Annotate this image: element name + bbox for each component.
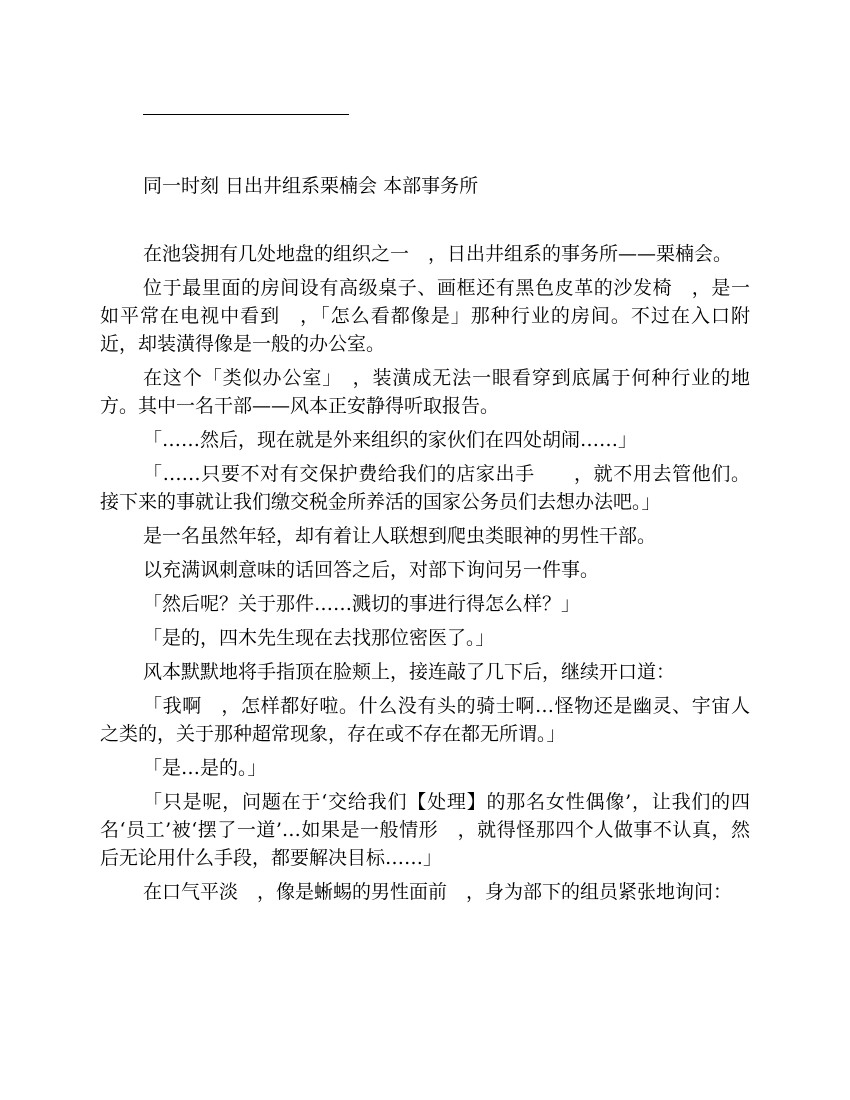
paragraph: 在池袋拥有几处地盘的组织之一 ，日出井组系的事务所——栗楠会。	[143, 243, 733, 265]
paragraph: 以充满讽刺意味的话回答之后，对部下询问另一件事。	[143, 559, 600, 581]
paragraph: 「是的，四木先生现在去找那位密医了。」	[143, 627, 495, 649]
paragraph: 位于最里面的房间设有高级桌子、画框还有黑色皮革的沙发椅 ，是一如平常在电视中看到 ，「怎么看都像是」那种行业的房间。不过在入口附近，却装潢得像是一般的办公室。	[100, 277, 750, 355]
separator-rule	[143, 114, 349, 115]
paragraph: 「只是呢，问题在于‘交给我们【处理】的那名女性偶像’，让我们的四名‘员工’被‘摆了一道’…如果是一般情形 ，就得怪那四个人做事不认真，然后无论用什么手段，都要解决目标……」	[100, 791, 750, 869]
paragraph: 在这个「类似办公室」 ，装潢成无法一眼看穿到底属于何种行业的地方。其中一名干部——风本正安静得听取报告。	[100, 367, 750, 417]
paragraph: 风本默默地将手指顶在脸颊上，接连敲了几下后，继续开口道：	[143, 661, 676, 683]
paragraph: 「是…是的。」	[143, 757, 267, 779]
paragraph: 「我啊 ，怎样都好啦。什么没有头的骑士啊…怪物还是幽灵、宇宙人之类的，关于那种超常现象，存在或不存在都无所谓。」	[100, 695, 750, 745]
body-text	[100, 240, 750, 912]
document-page	[100, 0, 750, 1100]
paragraph: 「……然后，现在就是外来组织的家伙们在四处胡闹……」	[143, 429, 638, 451]
paragraph: 「……只要不对有交保护费给我们的店家出手 ，就不用去管他们。接下来的事就让我们缴交税金所养活的国家公务员们去想办法吧。」	[100, 463, 750, 513]
paragraph: 在口气平淡 ，像是蜥蜴的男性面前 ，身为部下的组员紧张地询问：	[143, 881, 733, 903]
paragraph: 「然后呢？关于那件……溅切的事进行得怎么样？」	[143, 593, 581, 615]
scene-heading: 同一时刻 日出井组系栗楠会 本部事务所	[143, 175, 479, 197]
paragraph: 是一名虽然年轻，却有着让人联想到爬虫类眼神的男性干部。	[143, 525, 657, 547]
